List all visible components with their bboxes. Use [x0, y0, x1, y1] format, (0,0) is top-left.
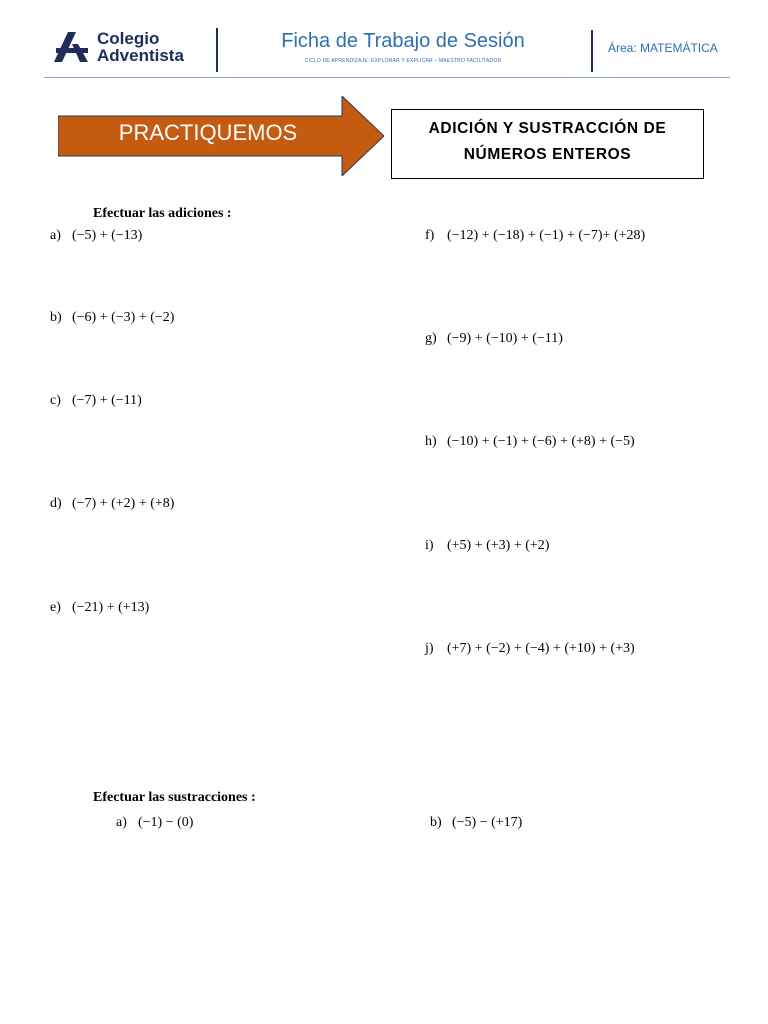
exercise-item: [50, 496, 174, 512]
document-subtitle: CICLO DE APRENDIZAJE: EXPLORAR Y EXPLICAR – MAESTRO FACILITADOR: [304, 58, 502, 64]
exercise-item: [425, 228, 645, 244]
exercise-item: [50, 600, 149, 616]
exercise-label: f): [425, 228, 435, 243]
topic-line-1: ADICIÓN Y SUSTRACCIÓN DE: [428, 120, 667, 137]
exercise-label: b): [430, 815, 442, 830]
exercise-item: [50, 393, 142, 409]
additions-title: Efectuar las adiciones :: [93, 206, 232, 221]
exercise-item: [425, 538, 549, 554]
exercise-label: g): [425, 331, 437, 346]
exercise-item: [425, 641, 635, 657]
exercise-expression: (−7) + (+2) + (+8): [72, 496, 175, 511]
logo-line-2: Adventista: [97, 46, 184, 65]
logo-line-1: Colegio: [97, 29, 160, 48]
exercise-item: [116, 815, 193, 831]
document-title: Ficha de Trabajo de Sesión: [281, 30, 525, 52]
exercise-expression: (−21) + (+13): [72, 600, 150, 615]
exercise-expression: (+5) + (+3) + (+2): [447, 538, 550, 553]
exercise-label: h): [425, 434, 437, 449]
exercise-label: e): [50, 600, 61, 615]
exercise-item: [425, 331, 563, 347]
exercise-expression: (−6) + (−3) + (−2): [72, 310, 175, 325]
header-rule: [44, 77, 730, 78]
topic-line-2: NÚMEROS ENTEROS: [463, 146, 632, 163]
exercise-label: j): [425, 641, 434, 656]
exercise-item: [425, 434, 635, 450]
school-logo-icon: [52, 30, 90, 64]
topic-box: [391, 109, 704, 179]
exercise-expression: (−7) + (−11): [72, 393, 142, 408]
exercise-expression: (+7) + (−2) + (−4) + (+10) + (+3): [447, 641, 635, 656]
header-divider-right: [591, 30, 593, 72]
exercise-item: [50, 228, 142, 244]
exercise-label: b): [50, 310, 62, 325]
exercise-expression: (−10) + (−1) + (−6) + (+8) + (−5): [447, 434, 635, 449]
subject-area: Área: MATEMÁTICA: [608, 41, 718, 55]
header-divider-left: [216, 28, 218, 72]
exercise-expression: (−12) + (−18) + (−1) + (−7)+ (+28): [447, 228, 646, 243]
practice-heading: PRACTIQUEMOS: [118, 120, 298, 145]
exercise-label: a): [50, 228, 61, 243]
exercise-item: [430, 815, 522, 831]
subtractions-title: Efectuar las sustracciones :: [93, 790, 256, 805]
exercise-item: [50, 310, 174, 326]
school-logo-text: [97, 30, 184, 64]
exercise-expression: (−5) + (−13): [72, 228, 143, 243]
exercise-expression: (−5) − (+17): [452, 815, 523, 830]
exercise-expression: (−9) + (−10) + (−11): [447, 331, 563, 346]
exercise-label: a): [116, 815, 127, 830]
exercise-label: i): [425, 538, 434, 553]
exercise-label: d): [50, 496, 62, 511]
exercise-label: c): [50, 393, 61, 408]
exercise-expression: (−1) − (0): [138, 815, 194, 830]
